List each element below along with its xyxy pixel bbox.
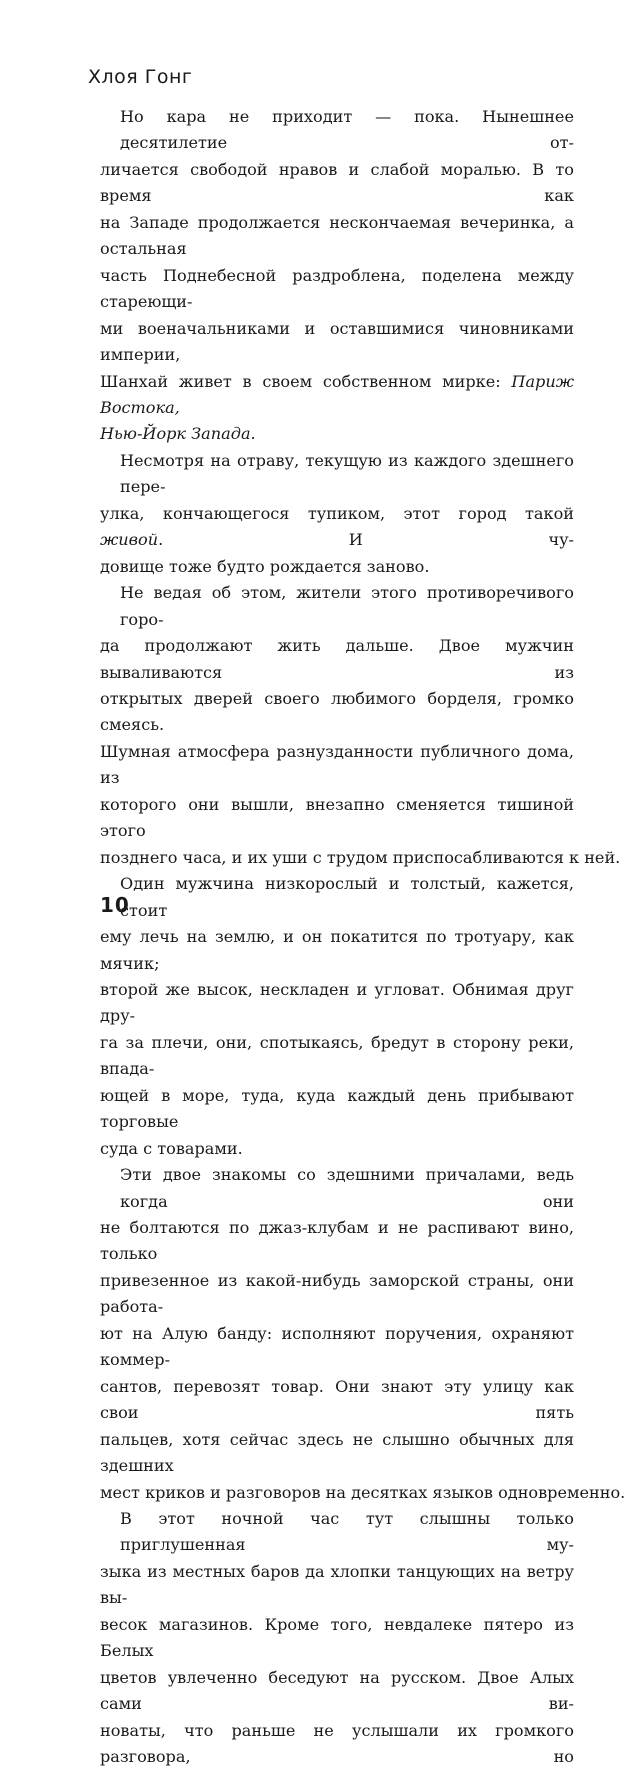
text-line [100, 1480, 626, 1506]
italic-text: живой [100, 530, 159, 550]
text-line [100, 871, 574, 924]
text-line [100, 1374, 574, 1427]
text-line [100, 1136, 574, 1162]
text-segment: зыка из местных баров да хлопки танцующих на ветру вы- [100, 1561, 574, 1608]
text-line [100, 554, 574, 580]
text-line [100, 1083, 574, 1136]
text-segment: Шанхай живет в своем собственном мирке: [100, 371, 512, 391]
page-number: 10 [100, 893, 130, 917]
text-line [100, 421, 574, 447]
text-segment: Но кара не приходит — пока. Нынешнее десятилетие от- [120, 107, 574, 153]
paragraph [100, 1162, 626, 1506]
text-line [100, 157, 574, 210]
text-segment: довище тоже будто рождается заново. [100, 556, 430, 576]
text-segment: личается свободой нравов и слабой моралью. В то время как [100, 159, 574, 206]
text-line [100, 792, 574, 845]
text-line [100, 210, 574, 263]
text-segment: второй же высок, нескладен и угловат. Обнимая друг дру- [100, 979, 574, 1026]
text-line [100, 263, 574, 316]
text-segment: которого они вышли, внезапно сменяется тишиной этого [100, 794, 574, 841]
text-segment: весок магазинов. Кроме того, невдалеке пятеро из Белых [100, 1614, 574, 1661]
text-segment: открытых дверей своего любимого борделя, громко смеясь. [100, 688, 574, 735]
text-segment: Несмотря на отраву, текущую из каждого здешнего пере- [120, 450, 574, 497]
text-segment: да продолжают жить дальше. Двое мужчин вываливаются из [100, 636, 574, 682]
text-line [100, 845, 621, 871]
running-head-author: Хлоя Гонг [88, 66, 193, 88]
text-line [100, 580, 574, 633]
text-segment: В этот ночной час тут слышны только приглушенная му- [120, 1509, 574, 1555]
text-line [100, 104, 574, 157]
paragraph [100, 580, 621, 871]
text-segment: на Западе продолжается нескончаемая вечеринка, а остальная [100, 212, 574, 259]
text-segment: Шумная атмосфера разнузданности публичного дома, из [100, 741, 574, 788]
text-line [100, 501, 574, 554]
paragraph [100, 104, 574, 448]
text-line [100, 686, 574, 739]
text-line [100, 369, 574, 422]
text-segment: пальцев, хотя сейчас здесь не слышно обычных для здешних [100, 1429, 574, 1476]
text-segment: га за плечи, они, спотыкаясь, бредут в сторону реки, впада- [100, 1032, 574, 1079]
paragraph [100, 871, 574, 1162]
text-segment: часть Поднебесной раздроблена, поделена между стареющи- [100, 265, 574, 312]
text-line [100, 977, 574, 1030]
text-line [100, 1162, 574, 1215]
text-segment: сантов, перевозят товар. Они знают эту улицу как свои пять [100, 1376, 574, 1423]
text-segment: цветов увлеченно беседуют на русском. Двое Алых сами ви- [100, 1667, 574, 1714]
text-segment: не болтаются по джаз-клубам и не распивают вино, только [100, 1218, 574, 1264]
text-segment: улка, кончающегося тупиком, этот город такой [100, 503, 574, 523]
text-line [100, 1718, 574, 1771]
text-line [100, 1506, 574, 1559]
text-segment: . И чу- [158, 530, 574, 550]
text-line [100, 1215, 574, 1268]
text-line [100, 924, 574, 977]
text-segment: ему лечь на землю, и он покатится по тротуару, как мячик; [100, 927, 574, 973]
text-segment: ми военачальниками и оставшимися чиновниками империи, [100, 318, 574, 365]
text-line [100, 1665, 574, 1718]
text-line [100, 1559, 574, 1612]
text-segment: мест криков и разговоров на десятках языков одновременно. [100, 1482, 626, 1502]
paragraph [100, 1506, 574, 1771]
text-line [100, 1321, 574, 1374]
text-line [100, 1268, 574, 1321]
text-segment: ют на Алую банду: исполняют поручения, охраняют коммер- [100, 1323, 574, 1370]
text-line [100, 1612, 574, 1665]
text-segment: суда с товарами. [100, 1138, 243, 1158]
text-segment: привезенное из какой-нибудь заморской страны, они работа- [100, 1270, 574, 1317]
text-segment: новаты, что раньше не услышали их громкого разговора, но [100, 1720, 574, 1767]
text-line [100, 1030, 574, 1083]
text-segment: Один мужчина низкорослый и толстый, кажется, стоит [120, 874, 574, 920]
text-line [100, 1427, 574, 1480]
text-line [100, 633, 574, 686]
text-line [100, 739, 574, 792]
text-line [100, 316, 574, 369]
text-segment: позднего часа, и их уши с трудом приспосабливаются к ней. [100, 847, 621, 867]
italic-text: Париж Востока, [100, 371, 574, 417]
text-segment: Не ведая об этом, жители этого противоречивого горо- [120, 583, 574, 629]
text-line [100, 448, 574, 501]
text-segment: Эти двое знакомы со здешними причалами, ведь когда они [120, 1165, 574, 1211]
paragraph [100, 448, 574, 580]
body-text [100, 104, 626, 1771]
text-segment: ющей в море, туда, куда каждый день прибывают торговые [100, 1085, 574, 1132]
italic-text: Нью-Йорк Запада. [100, 424, 256, 444]
